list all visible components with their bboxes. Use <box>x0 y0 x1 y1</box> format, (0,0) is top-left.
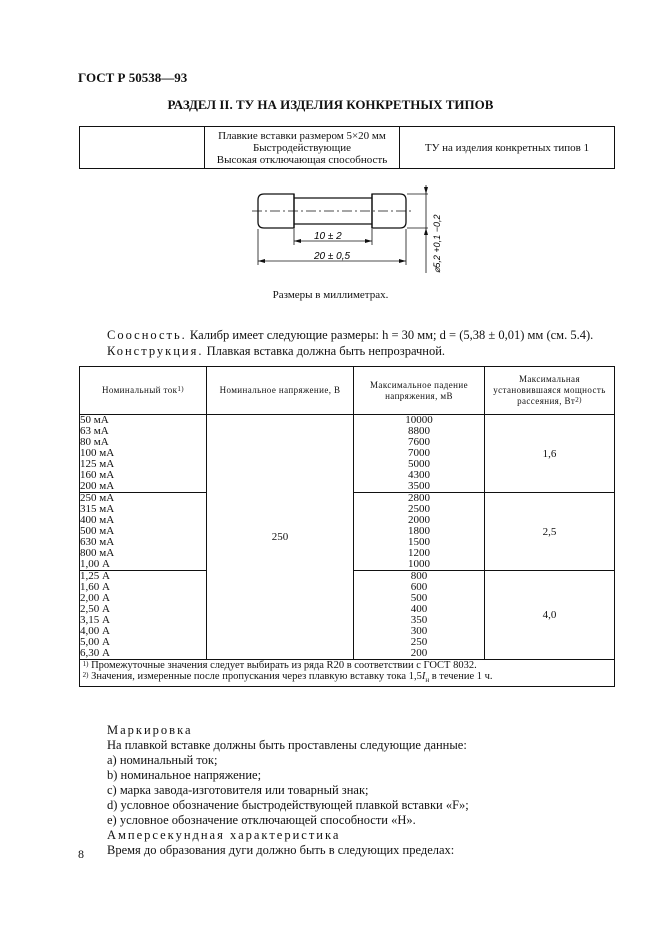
document-header: ГОСТ Р 50538—93 <box>78 70 188 85</box>
fuse-drawing <box>250 183 450 275</box>
dim-diameter-label: ⌀5,2 +0,1 −0,2 <box>432 214 442 273</box>
list-item: d) условное обозначение быстродействующей плавкой вставки «F»; <box>107 798 469 812</box>
footnote-1: $^{1)}$ Промежуточные значения следует выбирать из ряда R20 в соответствии с ГОСТ 8032. <box>82 660 477 671</box>
drop-list: 800 600 500 400 350 300 250 200 <box>354 571 485 660</box>
construction-text: Плавкая вставка должна быть непрозрачной. <box>206 344 446 358</box>
list-item: b) номинальное напряжение; <box>107 768 262 782</box>
desc-line: Быстродействующие <box>252 141 352 154</box>
desc-line: Плавкие вставки размером 5×20 мм <box>218 129 386 142</box>
desc-line: Высокая отключающая способность <box>216 153 388 166</box>
marking-title: Маркировка <box>107 723 193 737</box>
col-header-power: Максимальная установившаяся мощность рассеяния, $Вт^{2)}$ <box>485 367 615 415</box>
current-list: 50 мА 63 мА 80 мА 100 мА 125 мА 160 мА 200 мА <box>80 415 207 493</box>
voltage-value: 250 <box>207 415 354 660</box>
table-row <box>80 415 615 493</box>
spec-table-description <box>205 127 400 169</box>
col-header-current: Номинальный ток$^{1)}$ <box>80 367 207 415</box>
construction-paragraph <box>107 343 445 359</box>
drop-list: 10000 8800 7600 7000 5000 4300 3500 <box>354 415 485 493</box>
power-value: 2,5 <box>485 493 615 571</box>
dimensions-caption: Размеры в миллиметрах. <box>272 289 389 301</box>
table-footnotes <box>80 660 615 687</box>
list-item: c) марка завода-изготовителя или товарный знак; <box>107 783 369 797</box>
section-title: РАЗДЕЛ II. ТУ НА ИЗДЕЛИЯ КОНКРЕТНЫХ ТИПОВ <box>167 97 494 112</box>
list-item: a) номинальный ток; <box>107 753 218 767</box>
page-number: 8 <box>78 847 84 861</box>
spec-header-table <box>79 126 615 169</box>
spec-table-reference: ТУ на изделия конкретных типов 1 <box>400 127 615 169</box>
dim-outer-label: 20 ± 0,5 <box>314 251 351 262</box>
alignment-label: Соосность. <box>107 328 187 342</box>
col-header-voltage: Номинальное напряжение, В <box>207 367 354 415</box>
power-value: 1,6 <box>485 415 615 493</box>
alignment-paragraph <box>107 327 593 343</box>
power-value: 4,0 <box>485 571 615 660</box>
ampere-title: Амперсекундная характеристика <box>107 828 341 842</box>
footnote-2: $^{2)}$ Значения, измеренные после пропускания через плавкую вставку тока $1,5I_н$ в течение 1 ч. <box>82 671 493 685</box>
fuse-ratings-table <box>79 366 615 687</box>
current-list: 1,25 А 1,60 А 2,00 А 2,50 А 3,15 А 4,00 А 5,00 А 6,30 А <box>80 571 207 660</box>
col-header-drop: Максимальное падение напряжения, мВ <box>354 367 485 415</box>
alignment-text: Калибр имеет следующие размеры: h = 30 мм; d = (5,38 ± 0,01) мм (см. 5.4). <box>189 328 594 342</box>
marking-intro: На плавкой вставке должны быть проставлены следующие данные: <box>107 738 467 752</box>
marking-section <box>107 723 469 858</box>
current-list: 250 мА 315 мА 400 мА 500 мА 630 мА 800 мА 1,00 А <box>80 493 207 571</box>
drop-list: 2800 2500 2000 1800 1500 1200 1000 <box>354 493 485 571</box>
ampere-text: Время до образования дуги должно быть в следующих пределах: <box>107 843 455 857</box>
list-item: e) условное обозначение отключающей способности «H». <box>107 813 416 827</box>
construction-label: Конструкция. <box>107 344 204 358</box>
dim-inner-label: 10 ± 2 <box>314 231 342 242</box>
spec-table-empty-cell <box>80 127 205 169</box>
